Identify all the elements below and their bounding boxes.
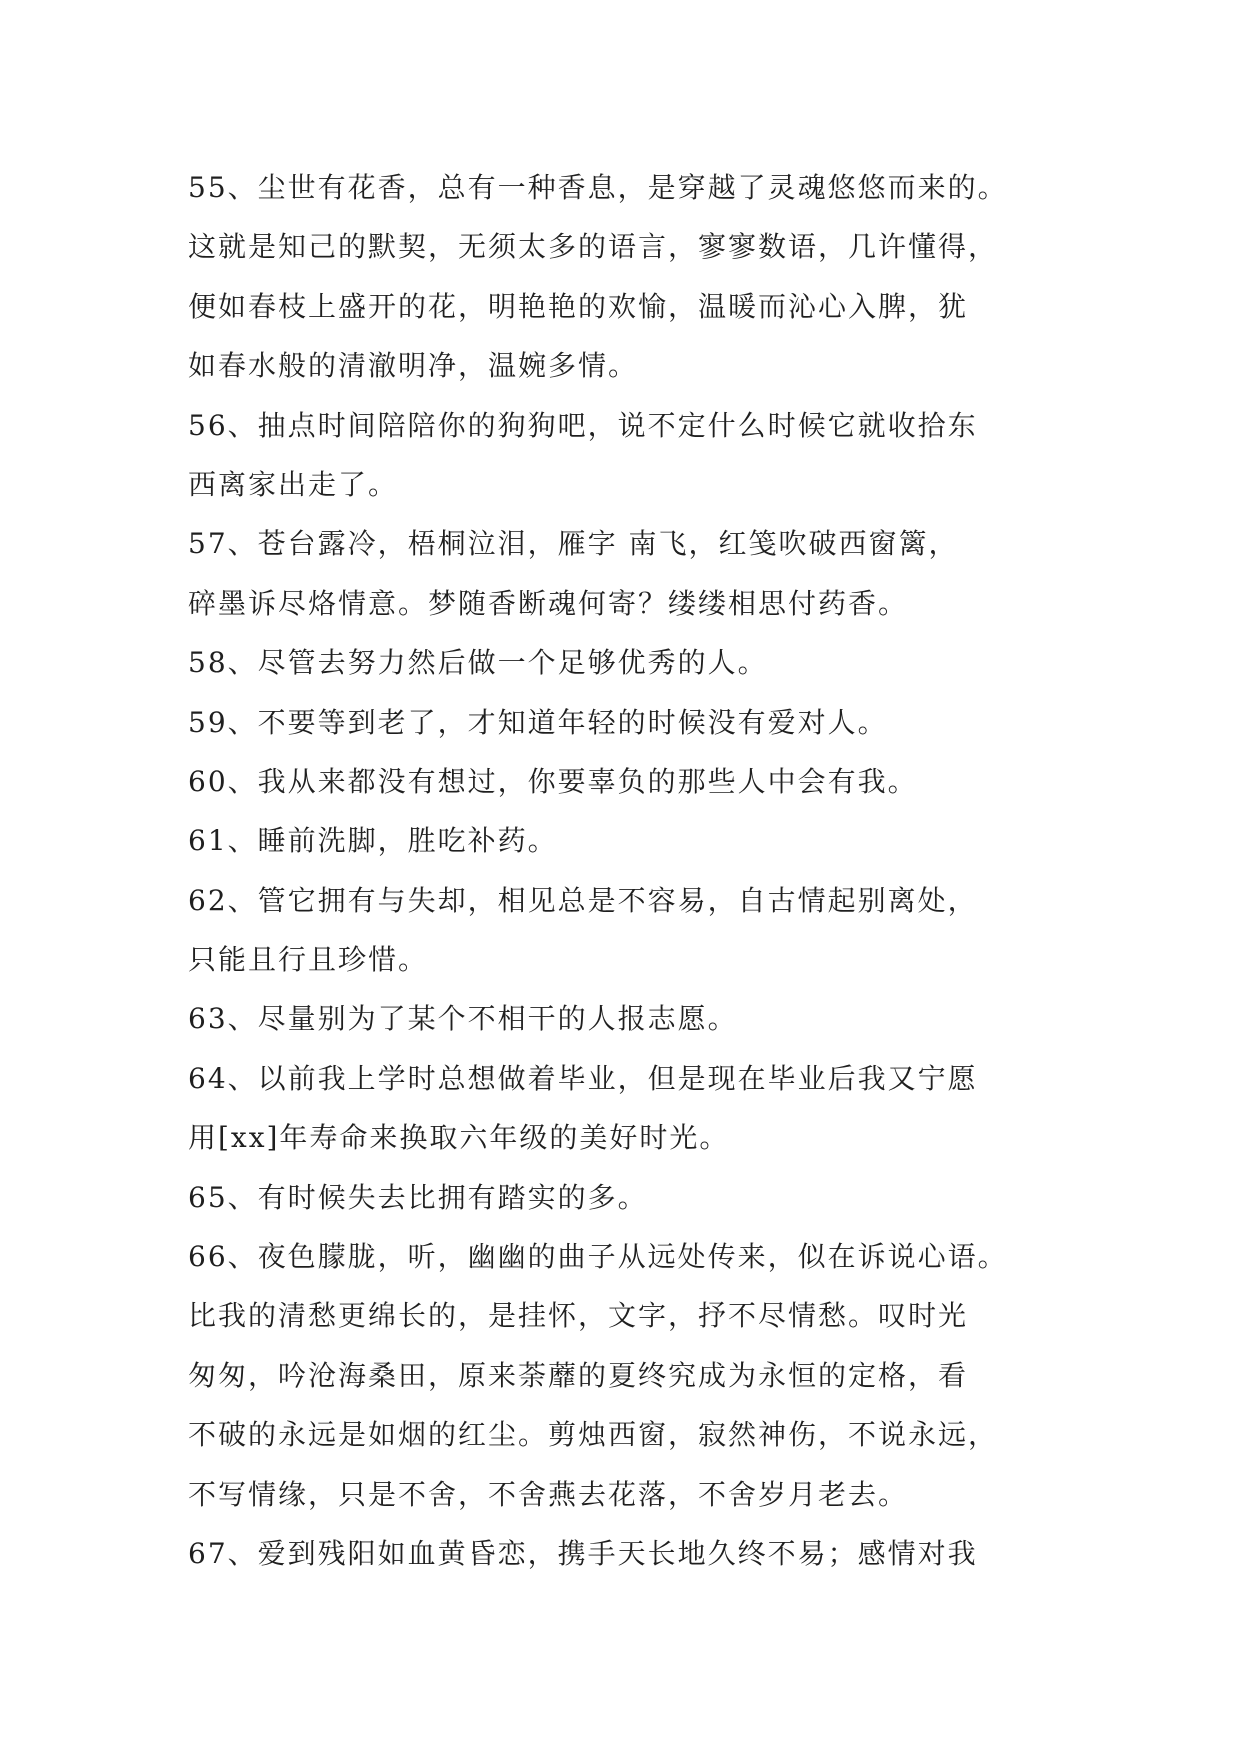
text-line: 63、尽量别为了某个不相干的人报志愿。 <box>188 1002 738 1036</box>
text-line: 这就是知己的默契，无须太多的语言，寥寥数语，几许懂得， <box>188 230 999 264</box>
text-line: 65、有时候失去比拥有踏实的多。 <box>188 1180 648 1214</box>
text-line: 用[xx]年寿命来换取六年级的美好时光。 <box>188 1121 730 1155</box>
text-line: 61、睡前洗脚，胜吃补药。 <box>188 824 558 858</box>
text-line: 59、不要等到老了，才知道年轻的时候没有爱对人。 <box>188 705 888 739</box>
text-line: 碎墨诉尽烙情意。梦随香断魂何寄？缕缕相思付药香。 <box>188 586 909 620</box>
document-body <box>188 158 1068 1583</box>
text-line: 60、我从来都没有想过，你要辜负的那些人中会有我。 <box>188 764 918 798</box>
text-line: 64、以前我上学时总想做着毕业，但是现在毕业后我又宁愿 <box>188 1061 978 1095</box>
text-line: 67、爱到残阳如血黄昏恋，携手天长地久终不易；感情对我 <box>188 1536 978 1570</box>
text-line: 56、抽点时间陪陪你的狗狗吧，说不定什么时候它就收拾东 <box>188 408 978 442</box>
text-line: 比我的清愁更绵长的，是挂怀，文字，抒不尽情愁。叹时光 <box>188 1299 969 1333</box>
text-line: 58、尽管去努力然后做一个足够优秀的人。 <box>188 646 768 680</box>
text-line: 如春水般的清澈明净，温婉多情。 <box>188 349 639 383</box>
text-line: 62、管它拥有与失却，相见总是不容易，自古情起别离处， <box>188 883 978 917</box>
text-line: 不写情缘，只是不舍，不舍燕去花落，不舍岁月老去。 <box>188 1477 909 1511</box>
text-line: 西离家出走了。 <box>188 467 399 501</box>
text-line: 55、尘世有花香，总有一种香息，是穿越了灵魂悠悠而来的。 <box>188 171 1008 204</box>
text-line: 只能且行且珍惜。 <box>188 943 429 977</box>
text-line: 便如春枝上盛开的花，明艳艳的欢愉，温暖而沁心入脾，犹 <box>188 289 969 323</box>
text-line: 匆匆，吟沧海桑田，原来荼蘼的夏终究成为永恒的定格，看 <box>188 1358 969 1392</box>
text-line: 不破的永远是如烟的红尘。剪烛西窗，寂然神伤，不说永远， <box>188 1418 999 1452</box>
text-line: 57、苍台露冷，梧桐泣泪，雁字 南飞，红笺吹破西窗篱， <box>188 527 959 561</box>
text-line: 66、夜色朦胧，听，幽幽的曲子从远处传来，似在诉说心语。 <box>188 1240 1008 1274</box>
